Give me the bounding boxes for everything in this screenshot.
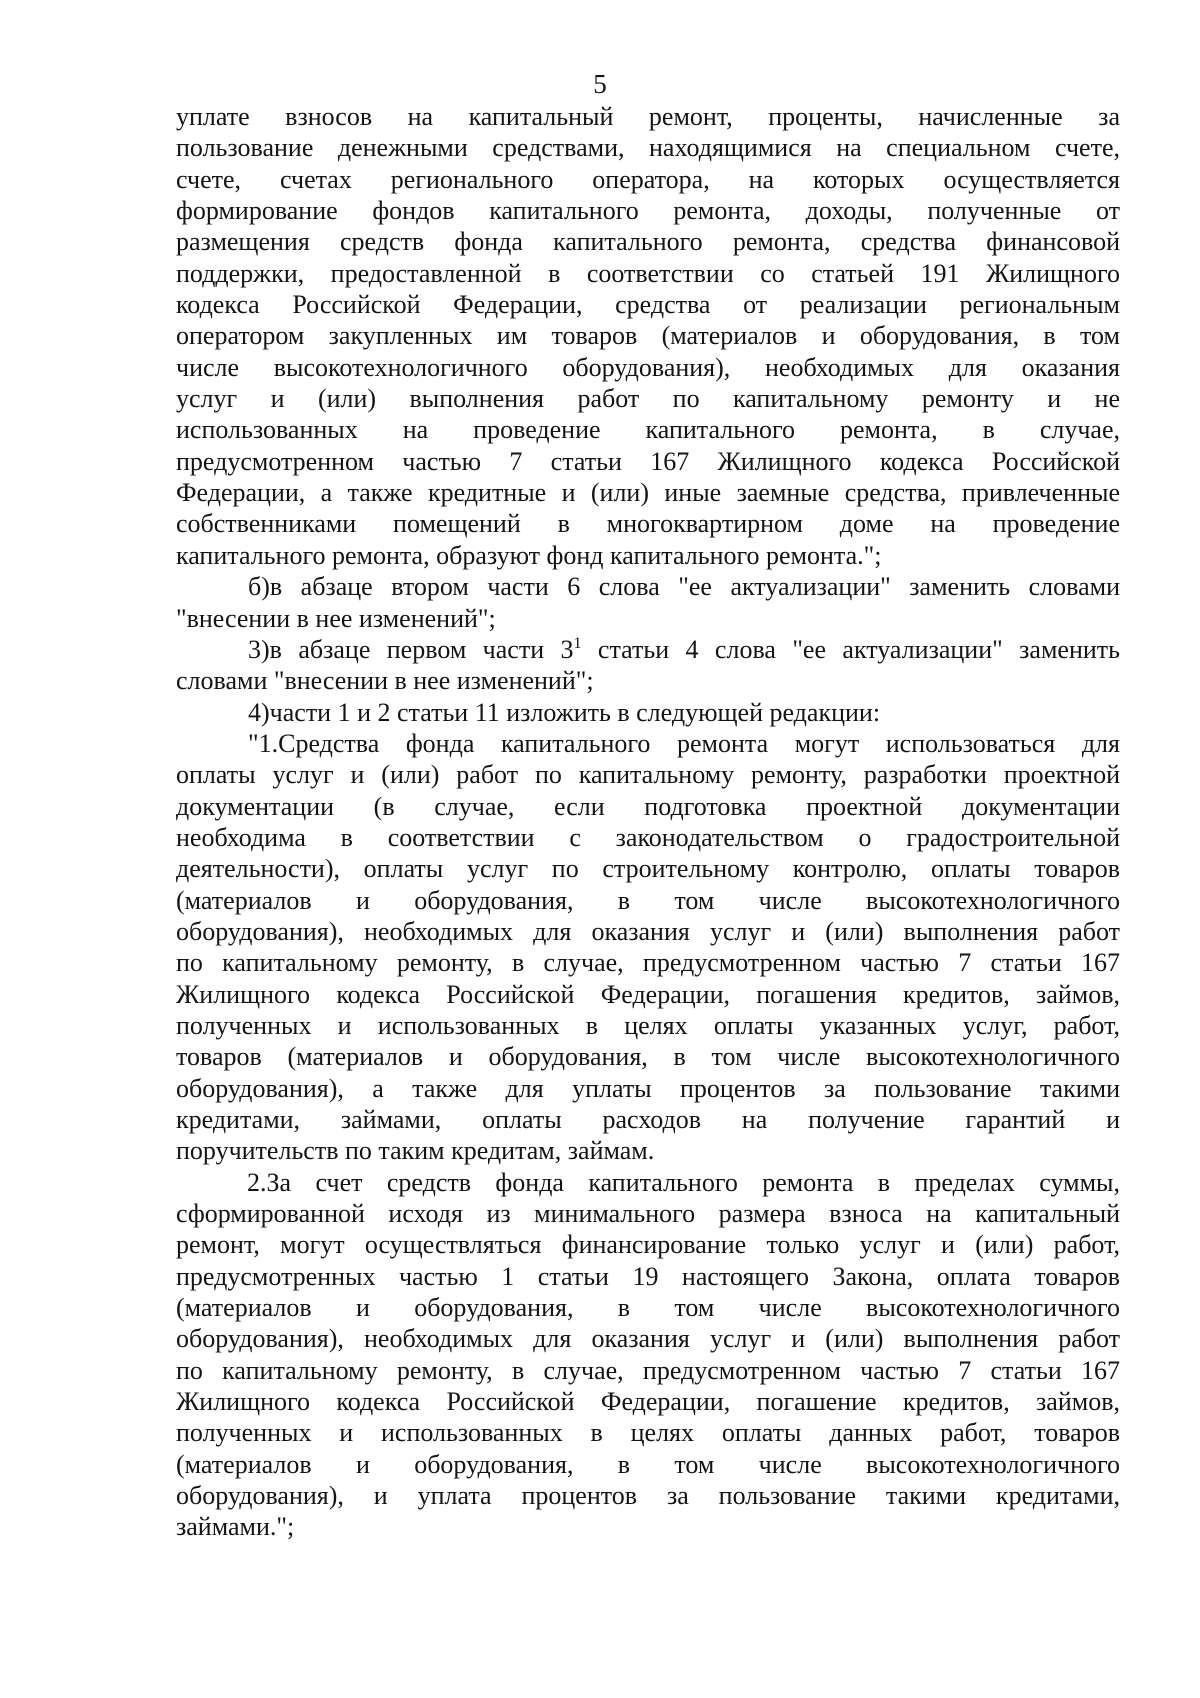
text-line: полученных и использованных в целях оплаты данных работ, товаров (176, 1418, 1120, 1448)
text-line: собственниками помещений в многоквартирном доме на проведение (176, 509, 1120, 539)
text-line: словами "внесении в нее изменений"; (176, 666, 594, 696)
text-line: ремонт, могут осуществляться финансирование только услуг и (или) работ, (176, 1230, 1120, 1260)
text-line: уплате взносов на капитальный ремонт, проценты, начисленные за (176, 102, 1120, 131)
text-line: оплаты услуг и (или) работ по капитальному ремонту, разработки проектной (176, 760, 1120, 790)
text-line: б)в абзаце втором части 6 слова "ее актуализации" заменить словами (248, 572, 1120, 602)
text-line: оборудования), а также для уплаты процентов за пользование такими (176, 1073, 1120, 1103)
text-line: оборудования), необходимых для оказания услуг и (или) выполнения работ (176, 916, 1120, 946)
text-line: использованных на проведение капитального ремонта, в случае, (176, 415, 1120, 445)
text-fragment: 3)в абзаце первом части 3 (248, 634, 574, 664)
text-line: услуг и (или) выполнения работ по капитальному ремонту и не (176, 384, 1120, 414)
text-line: пользование денежными средствами, находящимися на специальном счете, (176, 133, 1120, 163)
text-line: кредитами, займами, оплаты расходов на получение гарантий и (176, 1105, 1120, 1134)
text-line: займами."; (176, 1512, 295, 1542)
text-line: счете, счетах регионального оператора, на которых осуществляется (176, 164, 1120, 194)
text-line: деятельности), оплаты услуг по строительному контролю, оплаты товаров (176, 854, 1120, 884)
text-line: Федерации, а также кредитные и (или) иные заемные средства, привлеченные (176, 478, 1120, 508)
text-line: предусмотренном частью 7 статьи 167 Жилищного кодекса Российской (176, 446, 1120, 476)
text-line: документации (в случае, если подготовка проектной документации (176, 791, 1120, 821)
text-line: (материалов и оборудования, в том числе высокотехнологичного (176, 885, 1120, 915)
text-line: оборудования), необходимых для оказания услуг и (или) выполнения работ (176, 1324, 1120, 1354)
text-line: товаров (материалов и оборудования, в том числе высокотехнологичного (176, 1042, 1120, 1072)
text-line: (материалов и оборудования, в том числе высокотехнологичного (176, 1293, 1120, 1323)
text-line: "1.Средства фонда капитального ремонта могут использоваться для (248, 728, 1120, 758)
superscript: 1 (573, 634, 582, 652)
text-line: кодекса Российской Федерации, средства от реализации региональным (176, 290, 1120, 320)
text-line: по капитальному ремонту, в случае, предусмотренном частью 7 статьи 167 (176, 948, 1120, 978)
text-line: Жилищного кодекса Российской Федерации, погашение кредитов, займов, (176, 1387, 1120, 1417)
text-line: капитального ремонта, образуют фонд капитального ремонта."; (176, 540, 882, 570)
text-line: необходима в соответствии с законодательством о градостроительной (176, 822, 1120, 852)
text-line: сформированной исходя из минимального размера взноса на капитальный (176, 1199, 1120, 1229)
text-line: 2.За счет средств фонда капитального ремонта в пределах суммы, (247, 1167, 1120, 1197)
text-line: по капитальному ремонту, в случае, предусмотренном частью 7 статьи 167 (176, 1355, 1120, 1385)
text-fragment: статьи 4 слова "ее актуализации" заменить (581, 634, 1120, 664)
text-line: поддержки, предоставленной в соответствии со статьей 191 Жилищного (176, 258, 1120, 288)
text-line: 4)части 1 и 2 статьи 11 изложить в следующей редакции: (248, 697, 881, 727)
text-line: Жилищного кодекса Российской Федерации, погашения кредитов, займов, (176, 979, 1120, 1009)
text-line: формирование фондов капитального ремонта, доходы, полученные от (176, 196, 1120, 226)
page-number: 5 (593, 69, 607, 99)
text-line: "внесении в нее изменений"; (176, 603, 496, 633)
text-line-with-superscript (176, 634, 1120, 665)
text-line: числе высокотехнологичного оборудования), необходимых для оказания (176, 352, 1120, 382)
text-line: (материалов и оборудования, в том числе высокотехнологичного (176, 1449, 1120, 1479)
text-line: оборудования), и уплата процентов за пользование такими кредитами, (176, 1481, 1120, 1511)
document-body (176, 101, 1120, 1543)
text-line: оператором закупленных им товаров (материалов и оборудования, в том (176, 321, 1120, 351)
text-line: полученных и использованных в целях оплаты указанных услуг, работ, (176, 1010, 1120, 1040)
text-line: предусмотренных частью 1 статьи 19 настоящего Закона, оплата товаров (176, 1261, 1120, 1291)
text-line: поручительств по таким кредитам, займам. (176, 1136, 655, 1166)
text-line: размещения средств фонда капитального ремонта, средства финансовой (176, 227, 1120, 257)
